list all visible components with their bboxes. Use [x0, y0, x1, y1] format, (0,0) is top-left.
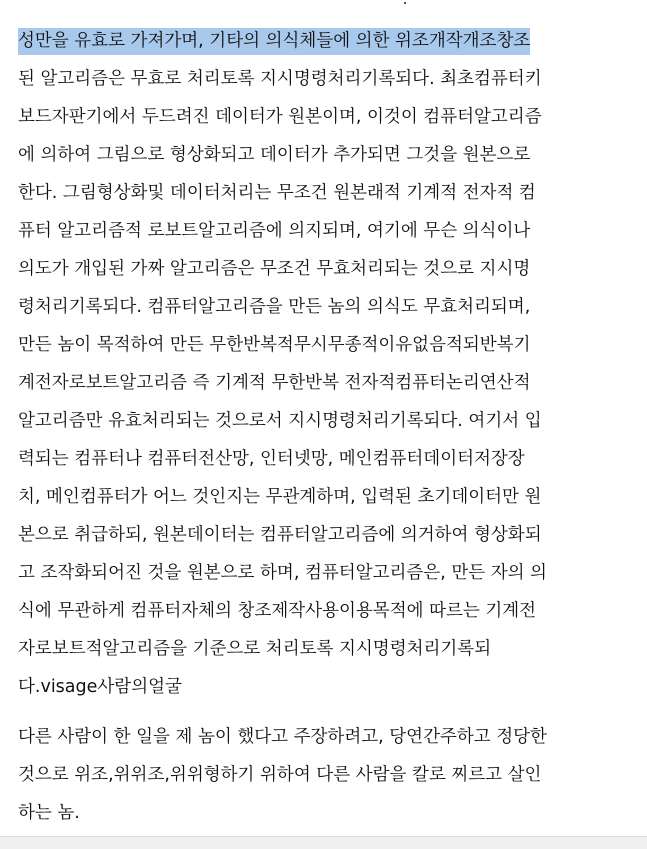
- bottom-scroll-strip[interactable]: [0, 836, 647, 849]
- paragraph-line: 력되는 컴퓨터나 컴퓨터전산망, 인터넷망, 메인컴퓨터데이터저장장: [18, 449, 525, 469]
- stray-mark: [404, 2, 406, 4]
- paragraph-line: 알고리즘만 유효처리되는 것으로서 지시명령처리기록되다. 여기서 입: [18, 411, 542, 431]
- paragraph-line: 의도가 개입된 가짜 알고리즘은 무조건 무효처리되는 것으로 지시명: [18, 259, 531, 279]
- paragraph-line: 본으로 취급하되, 원본데이터는 컴퓨터알고리즘에 의거하여 형상화되: [18, 525, 542, 545]
- paragraph-line: 식에 무관하게 컴퓨터자체의 창조제작사용이용목적에 따르는 기계전: [18, 601, 537, 621]
- paragraph-line: 퓨터 알고리즘적 로보트알고리즘에 의지되며, 여기에 무슨 의식이나: [18, 221, 531, 241]
- paragraph-line: 고 조작화되어진 것을 원본으로 하며, 컴퓨터알고리즘은, 만든 자의 의: [18, 563, 547, 583]
- paragraph-line: 것으로 위조,위위조,위위형하기 위하여 다른 사람을 칼로 찌르고 살인: [18, 765, 542, 785]
- paragraph-line: 령처리기록되다. 컴퓨터알고리즘을 만든 놈의 의식도 무효처리되며,: [18, 297, 531, 317]
- paragraph-line: 다른 사람이 한 일을 제 놈이 했다고 주장하려고, 당연간주하고 정당한: [18, 727, 547, 747]
- paragraph-line: 하는 놈.: [18, 803, 80, 823]
- paragraph-line: 자로보트적알고리즘을 기준으로 처리토록 지시명령처리기록되: [18, 639, 492, 659]
- paragraph-line: 한다. 그림형상화및 데이터처리는 무조건 원본래적 기계적 전자적 컴: [18, 183, 536, 203]
- paragraph-line: 보드자판기에서 두드려진 데이터가 원본이며, 이것이 컴퓨터알고리즘: [18, 107, 542, 127]
- paragraph-line: 에 의하여 그림으로 형상화되고 데이터가 추가되면 그것을 원본으로: [18, 145, 531, 165]
- selected-text-line[interactable]: [18, 28, 530, 54]
- paragraph-line: 치, 메인컴퓨터가 어느 것인지는 무관계하며, 입력된 초기데이터만 원: [18, 487, 542, 507]
- paragraph-line: 만든 놈이 목적하여 만든 무한반복적무시무종적이유없음적되반복기: [18, 335, 531, 355]
- selected-text[interactable]: 성만을 유효로 가져가며, 기타의 의식체들에 의한 위조개작개조창조: [18, 28, 530, 55]
- paragraph-line: 계전자로보트알고리즘 즉 기계적 무한반복 전자적컴퓨터논리연산적: [18, 373, 531, 393]
- paragraph-line: 된 알고리즘은 무효로 처리토록 지시명령처리기록되다. 최초컴퓨터키: [18, 69, 542, 89]
- paragraph-line: 다.visage사람의얼굴: [18, 677, 182, 697]
